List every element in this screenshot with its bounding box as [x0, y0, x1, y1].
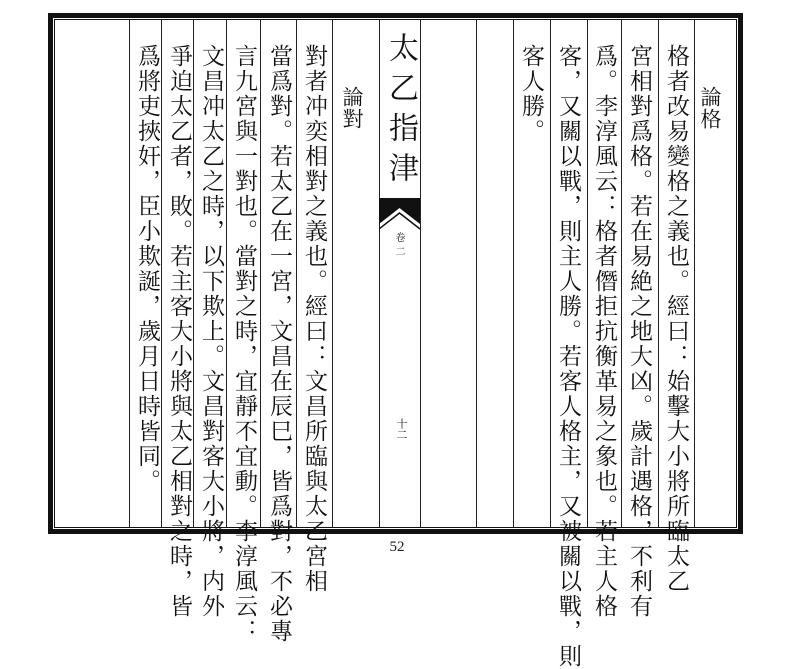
center-band [379, 20, 420, 527]
column-rule [476, 20, 477, 527]
column-rule [129, 20, 130, 527]
text-column: 爲將吏挾奸，臣小欺誕，歲月日時皆同。 [134, 44, 160, 494]
column-rule [260, 20, 261, 527]
text-column: 言九宮與一對也。當對之時，宜靜不宜動。李淳風云： [231, 44, 257, 644]
text-column: 客，又關以戰，則主人勝。若客人格主，又被關以戰，則 [555, 44, 581, 669]
volume-label: 卷二 [393, 232, 404, 260]
column-rule [587, 20, 588, 527]
text-column: 當爲對。若太乙在一宮，文昌在辰巳，皆爲對，不必專 [266, 44, 292, 644]
column-rule [420, 20, 421, 527]
book-title: 太乙指津 [383, 32, 418, 192]
text-column: 爲。李淳風云：格者僭拒抗衡革易之象也。若主人格 [591, 44, 617, 619]
text-column: 宮相對爲格。若在易絶之地大凶。歲計遇格，不利有 [626, 44, 652, 619]
section-heading-lun-ge: 論格 [698, 86, 722, 130]
text-column: 格者改易變格之義也。經曰：始擊大小將所臨太乙 [663, 44, 689, 594]
column-rule [621, 20, 622, 527]
column-rule [513, 20, 514, 527]
leaf-number: 十二 [395, 418, 408, 440]
page-number: 52 [389, 539, 405, 555]
column-rule [550, 20, 551, 527]
section-heading-lun-dui: 論對 [340, 86, 364, 130]
column-rule [658, 20, 659, 527]
text-column: 客人勝。 [518, 44, 544, 144]
text-column: 對者冲奕相對之義也。經曰：文昌所臨與太乙宮相 [301, 44, 327, 594]
column-rule [296, 20, 297, 527]
column-rule [226, 20, 227, 527]
text-column: 文昌冲太乙之時，以下欺上。文昌對客大小將，内外 [198, 44, 224, 619]
text-column: 爭迫太乙者，敗。若主客大小將與太乙相對之時，皆 [166, 44, 192, 619]
column-rule [332, 20, 333, 527]
